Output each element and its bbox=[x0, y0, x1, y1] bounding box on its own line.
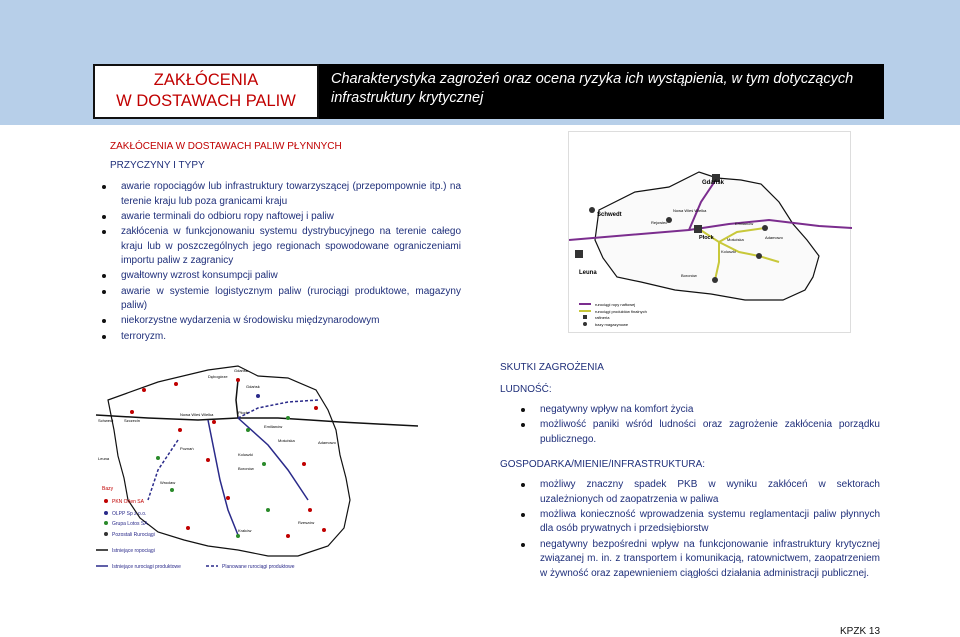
city-label: Boronów bbox=[238, 466, 254, 471]
fuel-bases-map-svg bbox=[88, 360, 433, 580]
base-marker bbox=[226, 496, 230, 500]
base-marker bbox=[130, 410, 134, 414]
base-marker bbox=[236, 378, 240, 382]
legend-label: Pozostali Rurociągi bbox=[112, 532, 155, 538]
list-item: negatywny bezpośredni wpływ na funkcjonowanie infrastruktury krytycznej związanej m. in. z transportem i komunikacją, ratownictwem, zaopatrzeniem w żywność oraz zapewnieniem ciągłości działania administracji publicznej. bbox=[520, 538, 880, 582]
city-label: Mościska bbox=[278, 438, 295, 443]
header-title-line2: W DOSTAWACH PALIW bbox=[116, 92, 296, 110]
city-label: Leuna bbox=[579, 270, 597, 276]
city-label: Gdańsk bbox=[234, 368, 248, 373]
legend-swatch bbox=[583, 322, 587, 326]
city-label: Koluszki bbox=[721, 249, 736, 254]
base-marker bbox=[286, 416, 290, 420]
legend-swatch bbox=[104, 532, 108, 536]
legend-label: Istniejące ropociągi bbox=[112, 548, 155, 554]
city-label: Płock bbox=[238, 410, 248, 415]
list-item: możliwa konieczność wprowadzenia systemu reglamentacji paliw płynnych dla osób prywatnych i przedsiębiorstw bbox=[520, 508, 880, 537]
city-label: Dębogórze bbox=[208, 374, 228, 379]
base-marker bbox=[142, 388, 146, 392]
header-title-box bbox=[93, 64, 319, 119]
city-label: Rzeszów bbox=[298, 520, 315, 525]
legend-label: rurociągi ropy naftowej bbox=[595, 302, 636, 307]
base-marker bbox=[286, 534, 290, 538]
legend-label: bazy magazynowe bbox=[595, 322, 629, 327]
header-subtitle: Charakterystyka zagrożeń oraz ocena ryzyka ich wystąpienia, w tym dotyczących infrastruktury krytycznej bbox=[331, 71, 854, 106]
city-label: Leuna bbox=[98, 456, 110, 461]
city-label: Mościska bbox=[727, 237, 744, 242]
base-marker bbox=[266, 508, 270, 512]
city-label: Schwedt bbox=[597, 212, 622, 218]
header-subtitle-box bbox=[319, 64, 884, 119]
city-label: Szczecin bbox=[124, 418, 141, 423]
storage-marker bbox=[589, 207, 595, 213]
legend-label: Planowane rurociągi produktowe bbox=[222, 564, 295, 570]
base-marker bbox=[256, 394, 260, 398]
storage-marker bbox=[762, 225, 768, 231]
city-label: Emilianów bbox=[735, 221, 754, 226]
city-label: Nowa Wieś Wielka bbox=[673, 208, 707, 213]
list-item: awarie w systemie logistycznym paliw (rurociągi produktowe, magazyny paliw) bbox=[101, 285, 461, 314]
section-title: ZAKŁÓCENIA W DOSTAWACH PALIW PŁYNNYCH bbox=[110, 141, 342, 152]
list-item: awarie ropociągów lub infrastruktury towarzyszącej (przepompownie itp.) na terenie kraju lub poza granicami kraju bbox=[101, 180, 461, 209]
base-marker bbox=[314, 406, 318, 410]
base-marker bbox=[236, 534, 240, 538]
refinery-marker bbox=[575, 250, 583, 258]
base-marker bbox=[174, 382, 178, 386]
fuel-bases-map bbox=[88, 360, 433, 580]
legend-label: rurociągi produktów finalnych bbox=[595, 309, 647, 314]
city-label: Gdańsk bbox=[246, 384, 260, 389]
risks-title: SKUTKI ZAGROŻENIA bbox=[500, 362, 604, 373]
header-title-line1: ZAKŁÓCENIA bbox=[153, 71, 259, 89]
pipeline-map-svg bbox=[569, 132, 852, 334]
refinery-marker bbox=[694, 225, 702, 233]
city-label: Płock bbox=[699, 235, 714, 241]
list-item: awarie terminali do odbioru ropy naftowej i paliw bbox=[101, 210, 461, 225]
legend-swatch bbox=[104, 521, 108, 525]
storage-marker bbox=[756, 253, 762, 259]
economy-title: GOSPODARKA/MIENIE/INFRASTRUKTURA: bbox=[500, 459, 706, 470]
economy-list bbox=[520, 478, 880, 582]
pipeline-map bbox=[568, 131, 851, 333]
page-number: KPZK 13 bbox=[840, 626, 881, 637]
population-list bbox=[520, 403, 880, 448]
legend-swatch bbox=[104, 511, 108, 515]
legend-label: rafineria bbox=[595, 315, 610, 320]
legend-swatch bbox=[583, 315, 587, 319]
base-marker bbox=[262, 462, 266, 466]
legend-label: Grupa Lotos SA bbox=[112, 521, 148, 527]
base-marker bbox=[170, 488, 174, 492]
city-label: Schwedt bbox=[98, 418, 114, 423]
base-marker bbox=[156, 456, 160, 460]
legend-label: OLPP Sp z o.o. bbox=[112, 511, 147, 517]
list-item: gwałtowny wzrost konsumpcji paliw bbox=[101, 269, 461, 284]
country-outline bbox=[108, 366, 350, 556]
city-label: Kraków bbox=[238, 528, 252, 533]
legend-title: Bazy bbox=[102, 486, 114, 492]
city-label: Adamowo bbox=[318, 440, 336, 445]
storage-marker bbox=[712, 277, 718, 283]
base-marker bbox=[212, 420, 216, 424]
population-title: LUDNOŚĆ: bbox=[500, 384, 552, 395]
city-label: Emilianów bbox=[264, 424, 283, 429]
section-subtitle: PRZYCZYNY I TYPY bbox=[110, 160, 205, 171]
city-label: Rejowiec bbox=[651, 220, 668, 225]
city-label: Boronów bbox=[681, 273, 697, 278]
city-label: Poznań bbox=[180, 446, 194, 451]
base-marker bbox=[302, 462, 306, 466]
legend-label: Istniejące rurociągi produktowe bbox=[112, 564, 181, 570]
city-label: Gdańsk bbox=[702, 180, 725, 186]
list-item: możliwość paniki wśród ludności oraz zagrożenie zakłócenia porządku publicznego. bbox=[520, 418, 880, 447]
causes-list bbox=[101, 180, 461, 345]
base-marker bbox=[322, 528, 326, 532]
list-item: negatywny wpływ na komfort życia bbox=[520, 403, 880, 418]
city-label: Wrocław bbox=[160, 480, 176, 485]
base-marker bbox=[206, 458, 210, 462]
base-marker bbox=[178, 428, 182, 432]
city-label: Nowa Wieś Wielka bbox=[180, 412, 214, 417]
base-marker bbox=[186, 526, 190, 530]
base-marker bbox=[308, 508, 312, 512]
city-label: Adamowo bbox=[765, 235, 783, 240]
legend-label: PKN Orlen SA bbox=[112, 499, 144, 505]
list-item: możliwy znaczny spadek PKB w wyniku zakłóceń w sektorach uzależnionych od zaopatrzenia w paliwa bbox=[520, 478, 880, 507]
list-item: niekorzystne wydarzenia w środowisku międzynarodowym bbox=[101, 314, 461, 329]
list-item: terroryzm. bbox=[101, 330, 461, 345]
list-item: zakłócenia w funkcjonowaniu systemu dystrybucyjnego na terenie całego kraju lub w poszczególnych jego regionach spowodowane ograniczeniami importu paliw z zagranicy bbox=[101, 225, 461, 269]
legend-swatch bbox=[104, 499, 108, 503]
base-marker bbox=[246, 428, 250, 432]
city-label: Koluszki bbox=[238, 452, 253, 457]
